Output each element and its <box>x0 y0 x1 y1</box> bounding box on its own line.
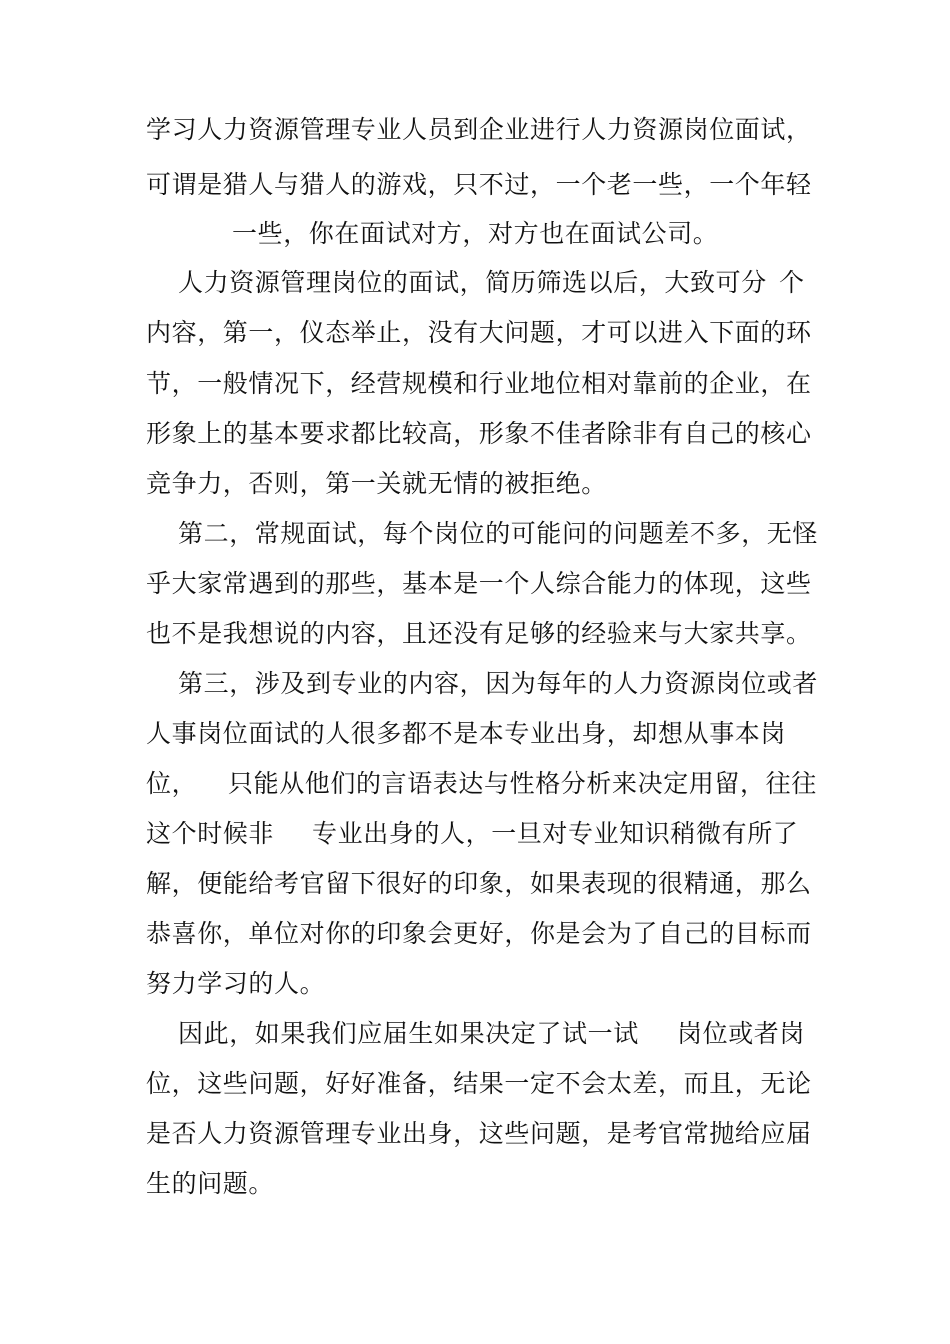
text-line: 人力资源管理岗位的面试，简历筛选以后，大致可分 <box>178 268 767 297</box>
text-line: 解，便能给考官留下很好的印象，如果表现的很精通，那么 <box>146 869 812 898</box>
text-line: 内容，第一，仪态举止，没有大问题，才可以进入下面的环 <box>146 318 812 347</box>
text-line: 人事岗位面试的人很多都不是本专业出身，却想从事本岗 <box>146 719 787 748</box>
text-line: 个 <box>779 268 805 297</box>
text-line: 节，一般情况下，经营规模和行业地位相对靠前的企业，在 <box>146 369 812 398</box>
text-line: 竞争力，否则，第一关就无情的被拒绝。 <box>146 469 607 498</box>
text-line: 形象上的基本要求都比较高，形象不佳者除非有自己的核心 <box>146 419 812 448</box>
text-line: 专业出身的人，一旦对专业知识稍微有所了 <box>312 819 799 848</box>
text-line: 也不是我想说的内容，且还没有足够的经验来与大家共享。 <box>146 619 812 648</box>
text-line: 位，这些问题，好好准备，结果一定不会太差，而且，无论 <box>146 1069 812 1098</box>
text-line: 位， <box>146 769 198 798</box>
text-line: 一些，你在面试对方，对方也在面试公司。 <box>232 219 719 248</box>
text-line: 这个时候非 <box>146 819 275 848</box>
text-line: 努力学习的人。 <box>146 969 326 998</box>
text-line: 生的问题。 <box>146 1169 275 1198</box>
text-line: 第二，常规面试，每个岗位的可能问的问题差不多，无怪 <box>178 519 819 548</box>
text-line: 乎大家常遇到的那些，基本是一个人综合能力的体现，这些 <box>146 569 812 598</box>
text-line: 只能从他们的言语表达与性格分析来决定用留，往往 <box>228 769 817 798</box>
text-line: 可谓是猎人与猎人的游戏，只不过，一个老一些，一个年轻 <box>146 170 812 199</box>
text-line: 因此，如果我们应届生如果决定了试一试 <box>178 1019 639 1048</box>
text-line: 学习人力资源管理专业人员到企业进行人力资源岗位面试， <box>146 115 812 144</box>
text-line: 恭喜你，单位对你的印象会更好，你是会为了自己的目标而 <box>146 919 812 948</box>
text-line: 岗位或者岗 <box>677 1019 806 1048</box>
text-line: 第三，涉及到专业的内容，因为每年的人力资源岗位或者 <box>178 669 819 698</box>
text-line: 是否人力资源管理专业出身，这些问题，是考官常抛给应届 <box>146 1119 812 1148</box>
